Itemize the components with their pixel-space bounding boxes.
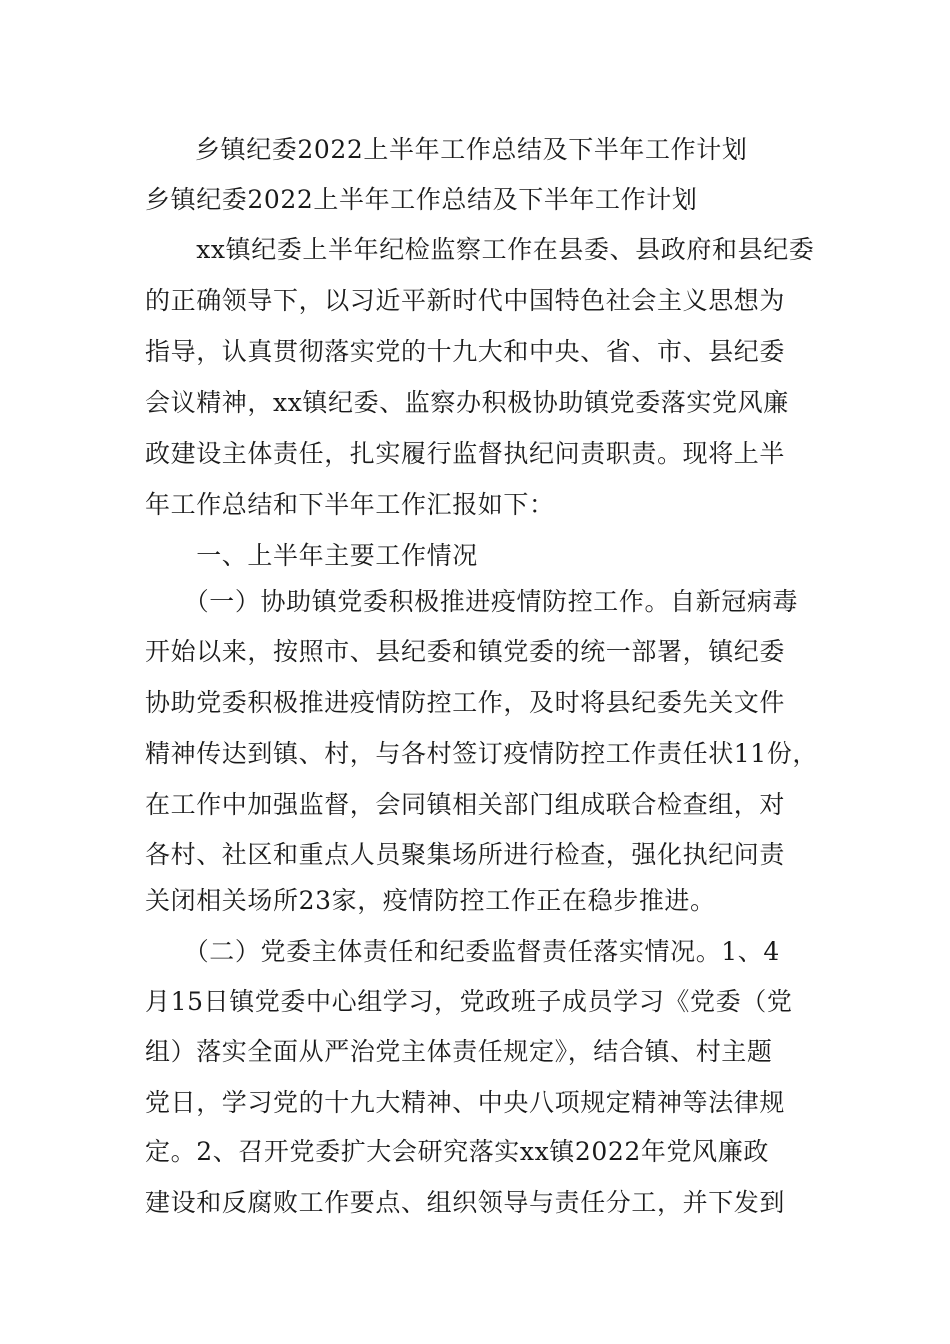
body-line: 开始以来，按照市、县纪委和镇党委的统一部署，镇纪委 bbox=[145, 637, 786, 666]
body-line: 在工作中加强监督，会同镇相关部门组成联合检查组，对 bbox=[145, 790, 786, 819]
body-line: 会议精神，xx镇纪委、监察办积极协助镇党委落实党风廉 bbox=[145, 388, 789, 417]
body-line: 指导，认真贯彻落实党的十九大和中央、省、市、县纪委 bbox=[145, 337, 786, 366]
document-title: 乡镇纪委2022上半年工作总结及下半年工作计划 bbox=[195, 135, 748, 164]
body-line: 组）落实全面从严治党主体责任规定》，结合镇、村主题 bbox=[145, 1037, 773, 1066]
body-line: 党日，学习党的十九大精神、中央八项规定精神等法律规 bbox=[145, 1088, 786, 1117]
body-line: xx镇纪委上半年纪检监察工作在县委、县政府和县纪委 bbox=[145, 235, 815, 264]
body-line: 建设和反腐败工作要点、组织领导与责任分工，并下发到 bbox=[145, 1188, 786, 1217]
document-title-repeat: 乡镇纪委2022上半年工作总结及下半年工作计划 bbox=[145, 185, 698, 214]
body-line: 协助党委积极推进疫情防控工作，及时将县纪委先关文件 bbox=[145, 688, 786, 717]
body-line: 年工作总结和下半年工作汇报如下： bbox=[145, 490, 555, 519]
body-line: （一）协助镇党委积极推进疫情防控工作。自新冠病毒 bbox=[145, 587, 799, 616]
section-heading: 一、上半年主要工作情况 bbox=[145, 541, 478, 570]
body-line: 定。2、召开党委扩大会研究落实xx镇2022年党风廉政 bbox=[145, 1137, 769, 1166]
body-line: （二）党委主体责任和纪委监督责任落实情况。1、4 bbox=[145, 937, 780, 966]
body-line: 关闭相关场所23家，疫情防控工作正在稳步推进。 bbox=[145, 886, 716, 915]
body-line: 各村、社区和重点人员聚集场所进行检查，强化执纪问责 bbox=[145, 840, 786, 869]
body-line: 月15日镇党委中心组学习，党政班子成员学习《党委（党 bbox=[145, 987, 793, 1016]
body-line: 的正确领导下，以习近平新时代中国特色社会主义思想为 bbox=[145, 286, 786, 315]
body-line: 政建设主体责任，扎实履行监督执纪问责职责。现将上半 bbox=[145, 439, 786, 468]
body-line: 精神传达到镇、村，与各村签订疫情防控工作责任状11份， bbox=[145, 739, 819, 768]
